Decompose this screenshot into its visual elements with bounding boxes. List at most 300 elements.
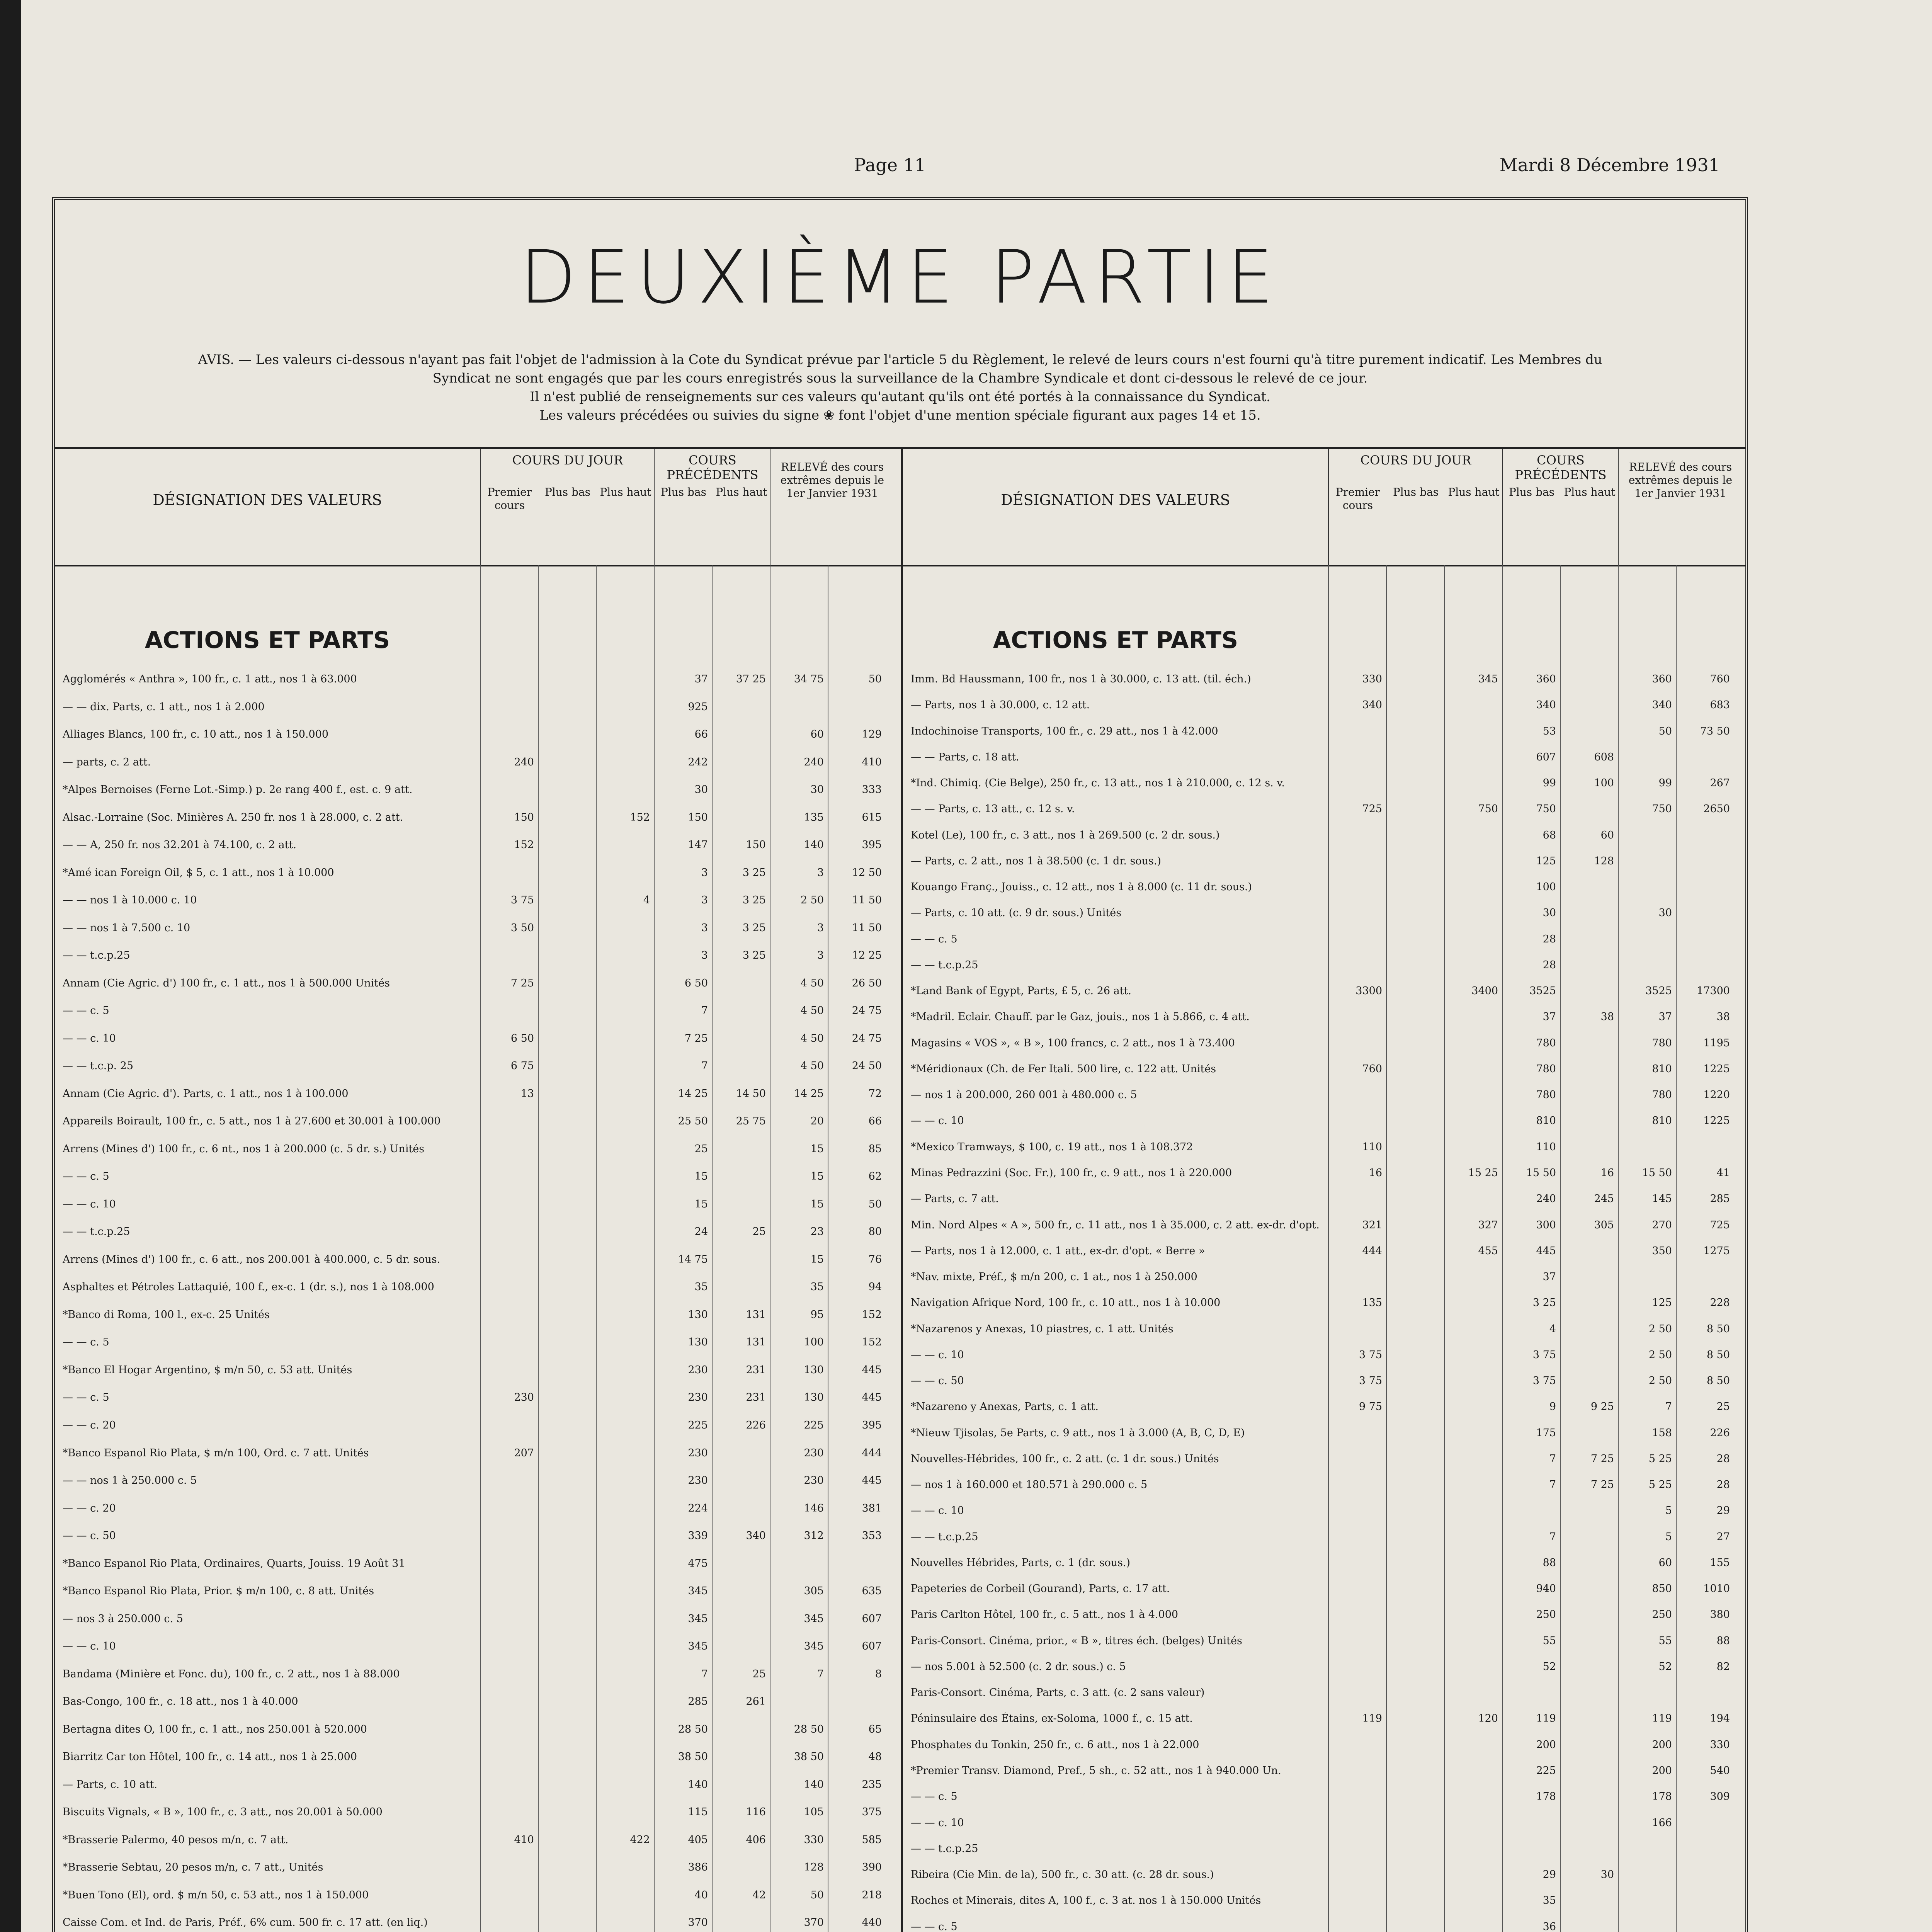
- security-name: Paris-Consort. Cinéma, Parts, c. 3 att. (c. 2 sans valeur): [911, 1687, 1205, 1699]
- price-cell: 380: [1710, 1609, 1730, 1621]
- price-cell: 225: [804, 1419, 824, 1431]
- price-cell: 1225: [1703, 1115, 1730, 1127]
- security-name: — — c. 5: [63, 1170, 109, 1183]
- security-name: — — c. 10: [911, 1816, 964, 1829]
- price-cell: 25: [694, 1143, 708, 1155]
- table-row: [55, 701, 901, 714]
- price-cell: 119: [1652, 1713, 1672, 1725]
- price-cell: 445: [862, 1475, 882, 1487]
- releve-header: [1618, 449, 1745, 565]
- table-row: [55, 728, 901, 741]
- table-row: [55, 784, 901, 796]
- price-cell: 370: [804, 1917, 824, 1929]
- table-row: [903, 1271, 1745, 1284]
- table-row: [903, 1531, 1745, 1544]
- security-name: *Nazarenos y Anexas, 10 piastres, c. 1 att. Unités: [911, 1323, 1173, 1335]
- price-cell: 155: [1710, 1556, 1730, 1569]
- price-cell: 150: [514, 811, 534, 823]
- price-cell: 3525: [1645, 985, 1672, 997]
- table-row: [903, 751, 1745, 764]
- price-cell: 119: [1362, 1713, 1382, 1725]
- price-cell: 340: [1362, 699, 1382, 711]
- price-cell: 7: [701, 1060, 708, 1072]
- table-row: [55, 1170, 901, 1183]
- price-cell: 230: [688, 1475, 708, 1487]
- price-cell: 7: [817, 1668, 824, 1680]
- price-cell: 125: [1536, 855, 1556, 867]
- price-cell: 28 50: [678, 1723, 708, 1735]
- table-row: [903, 1375, 1745, 1388]
- releve-label: RELEVÉ des cours extrêmes depuis le 1er Janvier 1931: [1628, 461, 1733, 500]
- security-name: Caisse Com. et Ind. de Paris, Préf., 6% cum. 500 fr. c. 17 att. (en liq.): [63, 1917, 428, 1929]
- table-header: [55, 449, 901, 566]
- security-name: — — c. 10: [63, 1032, 116, 1044]
- security-name: — — t.c.p.25: [911, 1842, 978, 1855]
- security-name: — — Parts, c. 13 att., c. 12 s. v.: [911, 803, 1075, 815]
- price-cell: 345: [1478, 673, 1498, 685]
- price-cell: 27: [1716, 1531, 1730, 1543]
- security-name: *Premier Transv. Diamond, Pref., 5 sh., c. 52 att., nos 1 à 940.000 Un.: [911, 1765, 1281, 1777]
- prec-plus-bas-label: Plus bas: [660, 486, 707, 498]
- table-row: [903, 1349, 1745, 1362]
- price-cell: 100: [1536, 881, 1556, 893]
- price-cell: 683: [1710, 699, 1730, 711]
- price-cell: 166: [1652, 1816, 1672, 1829]
- price-cell: 140: [804, 839, 824, 851]
- price-cell: 7 25: [1590, 1452, 1614, 1465]
- table-row: [903, 1193, 1745, 1206]
- price-cell: 925: [688, 701, 708, 713]
- price-cell: 3 25: [1532, 1297, 1556, 1309]
- price-cell: 6 75: [510, 1060, 534, 1072]
- price-cell: 1220: [1703, 1089, 1730, 1101]
- table-row: [903, 1895, 1745, 1907]
- price-cell: 410: [862, 756, 882, 768]
- price-cell: 125: [1652, 1297, 1672, 1309]
- table-row: [903, 1765, 1745, 1777]
- price-cell: 11 50: [852, 894, 882, 906]
- price-cell: 35: [1543, 1895, 1556, 1907]
- price-cell: 2 50: [1648, 1323, 1672, 1335]
- price-cell: 3: [701, 894, 708, 906]
- price-cell: 267: [1710, 777, 1730, 789]
- price-cell: 178: [1652, 1791, 1672, 1803]
- issue-date: Mardi 8 Décembre 1931: [1499, 155, 1720, 175]
- table-row: [55, 1475, 901, 1487]
- price-cell: 24: [694, 1226, 708, 1238]
- price-cell: 38 50: [794, 1751, 824, 1763]
- table-row: [903, 1063, 1745, 1076]
- price-cell: 99: [1543, 777, 1556, 789]
- cours-du-jour-label: COURS DU JOUR: [1360, 453, 1471, 468]
- security-name: Nouvelles-Hébrides, 100 fr., c. 2 att. (c. 1 dr. sous.) Unités: [911, 1452, 1219, 1465]
- price-cell: 444: [1362, 1245, 1382, 1257]
- security-name: *Ind. Chimiq. (Cie Belge), 250 fr., c. 13 att., nos 1 à 210.000, c. 12 s. v.: [911, 777, 1285, 789]
- table-row: [903, 959, 1745, 972]
- price-cell: 110: [1536, 1141, 1556, 1153]
- security-name: Papeteries de Corbeil (Gourand), Parts, c. 17 att.: [911, 1583, 1170, 1595]
- price-cell: 4 50: [800, 1005, 824, 1017]
- price-cell: 540: [1710, 1765, 1730, 1777]
- price-cell: 158: [1652, 1427, 1672, 1439]
- price-cell: 128: [1594, 855, 1614, 867]
- security-name: — nos 1 à 160.000 et 180.571 à 290.000 c. 5: [911, 1479, 1148, 1491]
- price-cell: 76: [868, 1253, 882, 1265]
- security-name: — Parts, c. 2 att., nos 1 à 38.500 (c. 1 dr. sous.): [911, 855, 1162, 867]
- price-cell: 725: [1710, 1219, 1730, 1231]
- price-cell: 390: [862, 1861, 882, 1874]
- price-cell: 40: [694, 1889, 708, 1901]
- price-cell: 312: [804, 1530, 824, 1542]
- price-cell: 38: [1716, 1011, 1730, 1023]
- price-cell: 95: [810, 1308, 824, 1321]
- price-cell: 14 25: [794, 1087, 824, 1100]
- price-cell: 66: [694, 728, 708, 741]
- table-row: [55, 1281, 901, 1294]
- price-cell: 30: [810, 784, 824, 796]
- price-cell: 780: [1536, 1063, 1556, 1075]
- security-name: Agglomérés « Anthra », 100 fr., c. 1 att., nos 1 à 63.000: [63, 673, 357, 685]
- table-row: [55, 1364, 901, 1377]
- table-row: [55, 1723, 901, 1736]
- security-name: Kouango Franç., Jouiss., c. 12 att., nos 1 à 8.000 (c. 11 dr. sous.): [911, 881, 1252, 893]
- security-name: — nos 5.001 à 52.500 (c. 2 dr. sous.) c. 5: [911, 1660, 1126, 1673]
- premier-cours-label: Premier cours: [487, 486, 532, 512]
- table-row: [903, 933, 1745, 946]
- price-cell: 15 50: [1642, 1167, 1672, 1179]
- price-cell: 50: [1658, 725, 1672, 737]
- price-cell: 381: [862, 1502, 882, 1514]
- security-name: Nouvelles Hébrides, Parts, c. 1 (dr. sous.): [911, 1556, 1131, 1569]
- price-cell: 140: [688, 1778, 708, 1791]
- price-cell: 120: [1478, 1713, 1498, 1725]
- table-row: [55, 867, 901, 879]
- price-cell: 5 25: [1648, 1479, 1672, 1491]
- price-cell: 607: [862, 1640, 882, 1653]
- price-cell: 105: [804, 1806, 824, 1818]
- table-row: [55, 673, 901, 686]
- price-cell: 4: [1549, 1323, 1556, 1335]
- price-cell: 340: [1536, 699, 1556, 711]
- price-cell: 3 25: [742, 949, 766, 962]
- prec-plus-haut-label: Plus haut: [1564, 486, 1616, 498]
- price-cell: 25 75: [736, 1115, 766, 1128]
- price-cell: 80: [868, 1226, 882, 1238]
- security-name: Kotel (Le), 100 fr., c. 3 att., nos 1 à 269.500 (c. 2 dr. sous.): [911, 829, 1220, 841]
- price-cell: 30: [1658, 907, 1672, 919]
- price-cell: 88: [1716, 1634, 1730, 1647]
- price-cell: 750: [1652, 803, 1672, 815]
- price-cell: 30: [694, 784, 708, 796]
- price-cell: 3: [701, 949, 708, 962]
- price-cell: 60: [1658, 1556, 1672, 1569]
- security-name: — Parts, c. 7 att.: [911, 1193, 999, 1205]
- price-cell: 3 25: [742, 866, 766, 879]
- security-name: Paris-Consort. Cinéma, prior., « B », titres éch. (belges) Unités: [911, 1634, 1242, 1647]
- table-row: [55, 1115, 901, 1128]
- price-cell: 3 75: [1359, 1375, 1382, 1387]
- price-cell: 38 50: [678, 1751, 708, 1763]
- price-cell: 386: [688, 1861, 708, 1874]
- table-body: [55, 673, 901, 1932]
- table-row: [55, 1558, 901, 1570]
- price-cell: 410: [514, 1833, 534, 1846]
- security-name: — — c. 5: [63, 1005, 109, 1017]
- price-cell: 24 75: [852, 1005, 882, 1017]
- security-name: — — c. 50: [63, 1530, 116, 1542]
- table-row: [903, 1791, 1745, 1803]
- price-cell: 218: [862, 1889, 882, 1901]
- security-name: Navigation Afrique Nord, 100 fr., c. 10 att., nos 1 à 10.000: [911, 1297, 1221, 1309]
- table-row: [55, 977, 901, 990]
- price-cell: 3 75: [1359, 1349, 1382, 1361]
- price-cell: 15: [810, 1253, 824, 1265]
- price-cell: 339: [688, 1530, 708, 1542]
- security-name: Ribeira (Cie Min. de la), 500 fr., c. 30 att. (c. 28 dr. sous.): [911, 1869, 1214, 1881]
- security-name: — — c. 10: [911, 1115, 964, 1127]
- table-row: [903, 1453, 1745, 1466]
- price-cell: 37: [1543, 1011, 1556, 1023]
- price-cell: 28: [1716, 1479, 1730, 1491]
- price-cell: 41: [1716, 1167, 1730, 1179]
- price-cell: 940: [1536, 1583, 1556, 1595]
- price-cell: 24 50: [852, 1060, 882, 1072]
- prec-plus-haut-label: Plus haut: [716, 486, 767, 498]
- table-row: [55, 1309, 901, 1321]
- price-cell: 28: [1543, 959, 1556, 971]
- price-cell: 130: [804, 1364, 824, 1376]
- security-name: — — Parts, c. 18 att.: [911, 751, 1019, 763]
- price-cell: 780: [1536, 1089, 1556, 1101]
- price-cell: 35: [694, 1281, 708, 1293]
- table-row: [903, 699, 1745, 712]
- security-name: — — c. 20: [63, 1419, 116, 1431]
- security-name: Alliages Blancs, 100 fr., c. 10 att., nos 1 à 150.000: [63, 728, 329, 741]
- price-cell: 72: [868, 1087, 882, 1100]
- price-cell: 130: [804, 1391, 824, 1404]
- price-cell: 15 50: [1526, 1167, 1556, 1179]
- price-cell: 3 50: [510, 922, 534, 934]
- price-cell: 152: [514, 839, 534, 851]
- price-cell: 8 50: [1706, 1349, 1730, 1361]
- price-cell: 250: [1536, 1609, 1556, 1621]
- plus-bas-label: Plus bas: [544, 486, 591, 498]
- security-name: Alsac.-Lorraine (Soc. Minières A. 250 fr. nos 1 à 28.000, c. 2 att.: [63, 811, 403, 823]
- price-cell: 3300: [1355, 985, 1382, 997]
- price-cell: 37: [1543, 1271, 1556, 1283]
- price-cell: 24 75: [852, 1032, 882, 1044]
- table-left-half: [55, 449, 903, 1932]
- price-cell: 116: [746, 1806, 766, 1818]
- table-row: [903, 1427, 1745, 1440]
- table-row: [55, 1834, 901, 1847]
- designation-label: DÉSIGNATION DES VALEURS: [1001, 492, 1230, 509]
- table-row: [903, 1297, 1745, 1310]
- price-cell: 85: [868, 1143, 882, 1155]
- table-row: [903, 1323, 1745, 1336]
- table-row: [55, 1226, 901, 1238]
- table-row: [903, 829, 1745, 842]
- price-cell: 230: [688, 1364, 708, 1376]
- price-cell: 6 50: [510, 1032, 534, 1044]
- security-name: *Banco Espanol Rio Plata, $ m/n 100, Ord. c. 7 att. Unités: [63, 1447, 369, 1459]
- price-cell: 135: [1362, 1297, 1382, 1309]
- price-cell: 150: [746, 839, 766, 851]
- security-name: Paris Carlton Hôtel, 100 fr., c. 5 att., nos 1 à 4.000: [911, 1609, 1179, 1621]
- table-row: [903, 1713, 1745, 1725]
- price-cell: 3525: [1529, 985, 1556, 997]
- price-cell: 178: [1536, 1791, 1556, 1803]
- price-cell: 235: [862, 1778, 882, 1791]
- table-row: [903, 1557, 1745, 1570]
- price-cell: 475: [688, 1557, 708, 1570]
- prec-plus-bas-label: Plus bas: [1509, 486, 1555, 498]
- price-cell: 25: [752, 1668, 766, 1680]
- price-cell: 327: [1478, 1219, 1498, 1231]
- table-row: [55, 1861, 901, 1874]
- price-cell: 28 50: [794, 1723, 824, 1735]
- price-cell: 145: [1652, 1193, 1672, 1205]
- table-row: [55, 1640, 901, 1653]
- price-cell: 3: [701, 922, 708, 934]
- price-cell: 240: [1536, 1193, 1556, 1205]
- price-cell: 152: [630, 811, 650, 823]
- price-cell: 34 75: [794, 673, 824, 685]
- table-row: [903, 1141, 1745, 1154]
- table-row: [903, 1089, 1745, 1102]
- price-cell: 7: [1549, 1531, 1556, 1543]
- price-cell: 2 50: [1648, 1375, 1672, 1387]
- table-row: [903, 1115, 1745, 1128]
- price-cell: 240: [804, 756, 824, 768]
- price-cell: 100: [1594, 777, 1614, 789]
- price-cell: 760: [1362, 1063, 1382, 1075]
- price-cell: 38: [1600, 1011, 1614, 1023]
- price-cell: 375: [862, 1806, 882, 1818]
- table-row: [55, 922, 901, 935]
- price-cell: 147: [688, 839, 708, 851]
- premier-cours-label: Premier cours: [1335, 486, 1380, 512]
- price-cell: 370: [688, 1917, 708, 1929]
- price-cell: 455: [1478, 1245, 1498, 1257]
- table-row: [903, 1609, 1745, 1621]
- price-cell: 285: [688, 1696, 708, 1708]
- price-cell: 8 50: [1706, 1375, 1730, 1387]
- price-cell: 225: [1536, 1765, 1556, 1777]
- price-cell: 12 50: [852, 866, 882, 879]
- price-cell: 395: [862, 1419, 882, 1431]
- security-name: — nos 1 à 200.000, 260 001 à 480.000 c. 5: [911, 1089, 1137, 1101]
- security-name: *Nav. mixte, Préf., $ m/n 200, c. 1 at., nos 1 à 250.000: [911, 1271, 1197, 1283]
- table-row: [55, 1668, 901, 1681]
- price-cell: 5 25: [1648, 1452, 1672, 1465]
- price-cell: 7: [1665, 1401, 1672, 1413]
- price-cell: 350: [1652, 1245, 1672, 1257]
- security-name: *Banco di Roma, 100 l., ex-c. 25 Unités: [63, 1308, 270, 1321]
- table-row: [903, 855, 1745, 868]
- price-cell: 25 50: [678, 1115, 708, 1128]
- price-cell: 129: [862, 728, 882, 741]
- security-name: Appareils Boirault, 100 fr., c. 5 att., nos 1 à 27.600 et 30.001 à 100.000: [63, 1115, 441, 1128]
- security-name: — Parts, nos 1 à 12.000, c. 1 att., ex-dr. d'opt. « Berre »: [911, 1245, 1205, 1257]
- security-name: — — t.c.p.25: [63, 1226, 130, 1238]
- table-row: [55, 1447, 901, 1460]
- security-name: — — c. 10: [63, 1198, 116, 1210]
- designation-header: [55, 449, 480, 565]
- price-cell: 140: [804, 1778, 824, 1791]
- price-cell: 9 25: [1590, 1401, 1614, 1413]
- table-row: [55, 1253, 901, 1266]
- table-row: [903, 1843, 1745, 1855]
- security-name: Annam (Cie Agric. d') 100 fr., c. 1 att., nos 1 à 500.000 Unités: [63, 977, 390, 989]
- security-name: *Banco Espanol Rio Plata, Prior. $ m/n 100, c. 8 att. Unités: [63, 1585, 374, 1597]
- notice: [70, 350, 1730, 425]
- price-cell: 3: [817, 922, 824, 934]
- price-cell: 330: [1362, 673, 1382, 685]
- price-cell: 360: [1652, 673, 1672, 685]
- security-name: Indochinoise Transports, 100 fr., c. 29 att., nos 1 à 42.000: [911, 725, 1218, 737]
- price-cell: 73 50: [1700, 725, 1730, 737]
- plus-haut-label: Plus haut: [600, 486, 651, 498]
- price-cell: 1275: [1703, 1245, 1730, 1257]
- price-cell: 353: [862, 1530, 882, 1542]
- security-name: — — c. 5: [63, 1391, 109, 1404]
- price-cell: 585: [862, 1833, 882, 1846]
- notice-line: Syndicat ne sont engagés que par les cours enregistrés sous la surveillance de la Chambre Syndicale et dont ci-dessous le relevé de ce jour.: [432, 371, 1368, 386]
- price-cell: 20: [810, 1115, 824, 1128]
- price-cell: 333: [862, 784, 882, 796]
- price-cell: 207: [514, 1447, 534, 1459]
- price-cell: 23: [810, 1226, 824, 1238]
- security-name: *Banco Espanol Rio Plata, Ordinaires, Quarts, Jouiss. 19 Août 31: [63, 1557, 405, 1570]
- table-row: [903, 777, 1745, 790]
- price-cell: 42: [752, 1889, 766, 1901]
- table-body: [903, 673, 1745, 1932]
- table-row: [55, 1889, 901, 1902]
- cours-precedents-header: [654, 449, 770, 565]
- table-row: [55, 1502, 901, 1515]
- price-cell: 1010: [1703, 1583, 1730, 1595]
- price-cell: 231: [746, 1364, 766, 1376]
- price-cell: 52: [1658, 1660, 1672, 1673]
- price-cell: 230: [804, 1475, 824, 1487]
- price-cell: 13: [520, 1087, 534, 1100]
- price-cell: 152: [862, 1336, 882, 1349]
- price-cell: 110: [1362, 1141, 1382, 1153]
- price-cell: 131: [746, 1336, 766, 1349]
- table-right-half: [903, 449, 1745, 1932]
- table-row: [903, 803, 1745, 816]
- price-cell: 8: [875, 1668, 882, 1680]
- price-cell: 810: [1536, 1115, 1556, 1127]
- price-cell: 395: [862, 839, 882, 851]
- table-row: [903, 1167, 1745, 1180]
- price-cell: 36: [1543, 1920, 1556, 1932]
- price-cell: 321: [1362, 1219, 1382, 1231]
- price-cell: 285: [1710, 1193, 1730, 1205]
- price-cell: 16: [1369, 1167, 1382, 1179]
- price-cell: 135: [804, 811, 824, 823]
- table-row: [903, 1661, 1745, 1673]
- price-cell: 725: [1362, 803, 1382, 815]
- security-name: *Amé ican Foreign Oil, $ 5, c. 1 att., nos 1 à 10.000: [63, 866, 334, 879]
- price-cell: 94: [868, 1281, 882, 1293]
- price-cell: 48: [868, 1751, 882, 1763]
- table-row: [55, 1585, 901, 1598]
- security-name: Arrens (Mines d') 100 fr., c. 6 att., nos 200.001 à 400.000, c. 5 dr. sous.: [63, 1253, 440, 1265]
- price-cell: 28: [1716, 1452, 1730, 1465]
- price-cell: 780: [1652, 1089, 1672, 1101]
